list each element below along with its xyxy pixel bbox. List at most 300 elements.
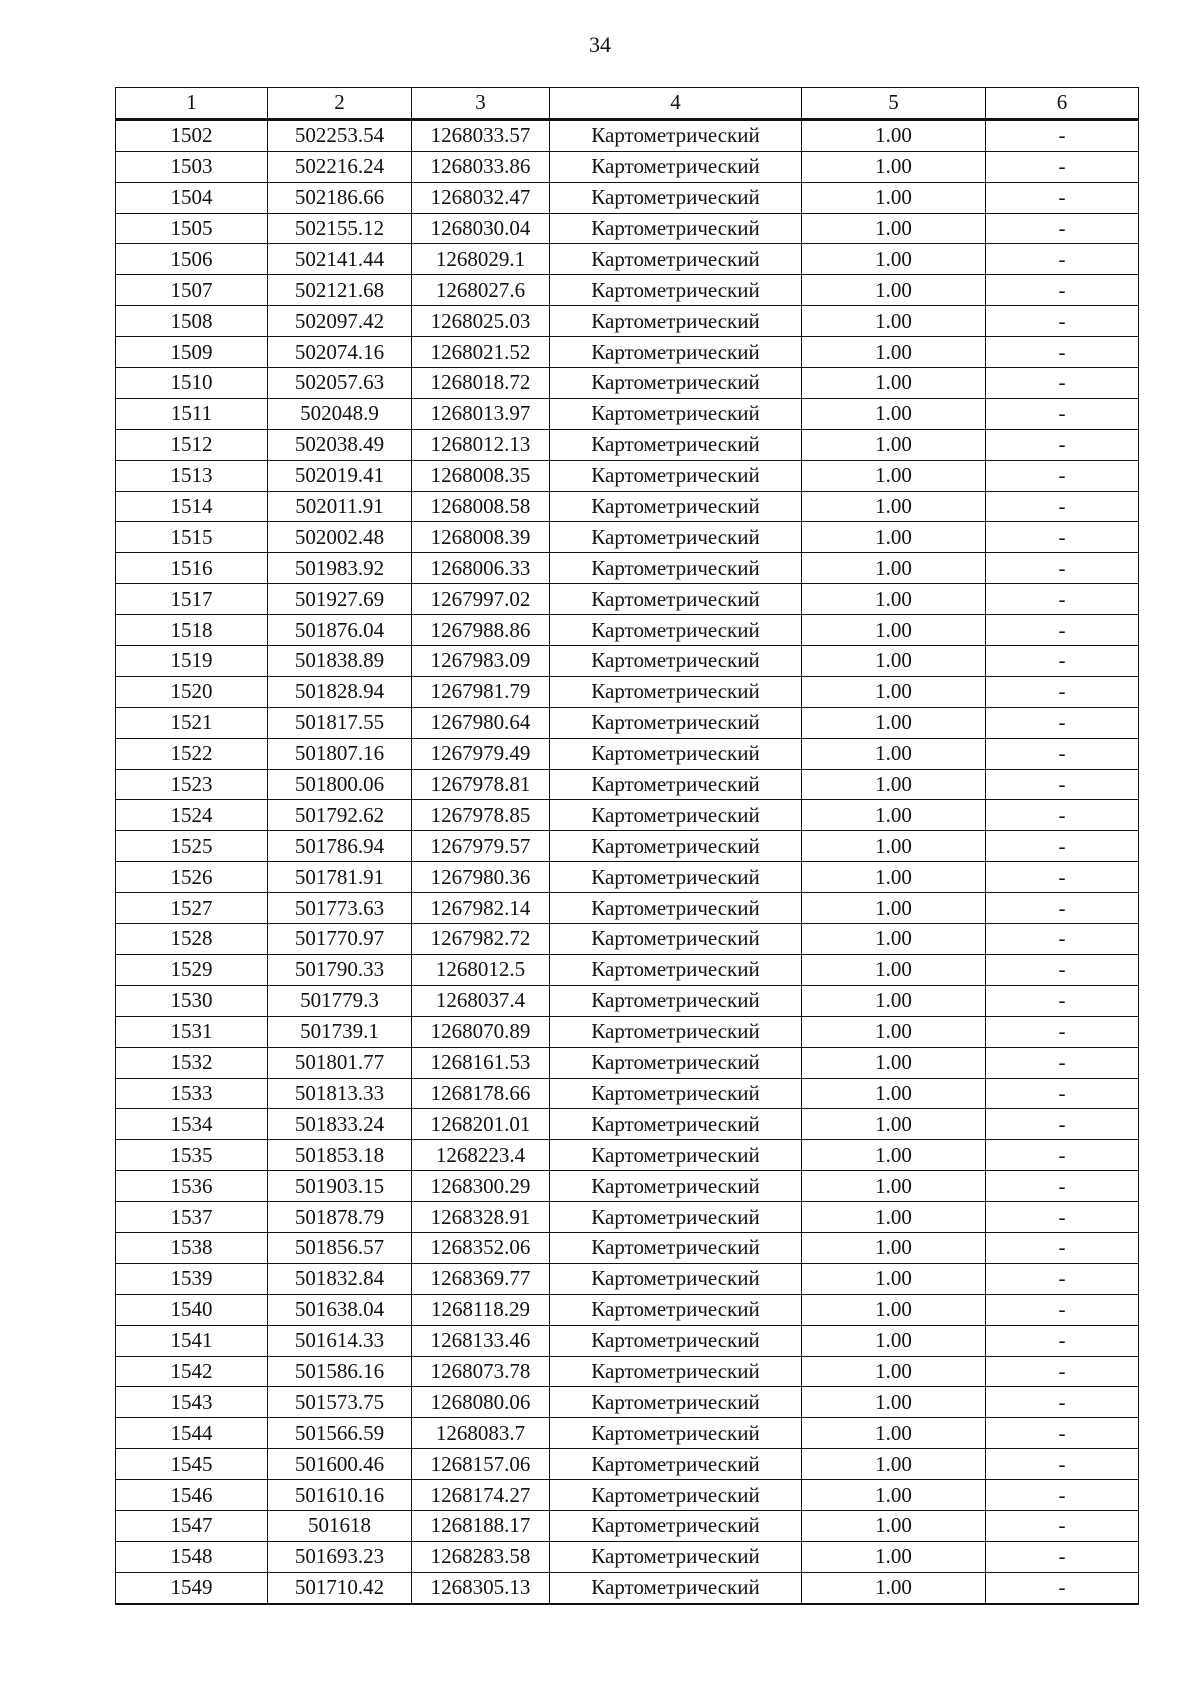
point-number-cell: 1538 bbox=[116, 1232, 268, 1263]
note-cell: - bbox=[986, 831, 1139, 862]
method-cell: Картометрический bbox=[550, 769, 802, 800]
table-row bbox=[116, 769, 1139, 800]
x-coordinate-cell: 501586.16 bbox=[268, 1356, 412, 1387]
table-row bbox=[116, 244, 1139, 275]
point-number-cell: 1544 bbox=[116, 1418, 268, 1449]
point-number-cell: 1526 bbox=[116, 862, 268, 893]
note-cell: - bbox=[986, 1263, 1139, 1294]
point-number-cell: 1530 bbox=[116, 985, 268, 1016]
note-cell: - bbox=[986, 182, 1139, 213]
accuracy-cell: 1.00 bbox=[802, 182, 986, 213]
y-coordinate-cell: 1268223.4 bbox=[412, 1140, 550, 1171]
table-row bbox=[116, 491, 1139, 522]
accuracy-cell: 1.00 bbox=[802, 522, 986, 553]
table-row bbox=[116, 1171, 1139, 1202]
x-coordinate-cell: 501927.69 bbox=[268, 584, 412, 615]
table-row bbox=[116, 862, 1139, 893]
y-coordinate-cell: 1267978.81 bbox=[412, 769, 550, 800]
x-coordinate-cell: 502216.24 bbox=[268, 151, 412, 182]
y-coordinate-cell: 1268073.78 bbox=[412, 1356, 550, 1387]
y-coordinate-cell: 1268157.06 bbox=[412, 1449, 550, 1480]
note-cell: - bbox=[986, 1510, 1139, 1541]
note-cell: - bbox=[986, 615, 1139, 646]
point-number-cell: 1505 bbox=[116, 213, 268, 244]
method-cell: Картометрический bbox=[550, 306, 802, 337]
x-coordinate-cell: 501566.59 bbox=[268, 1418, 412, 1449]
accuracy-cell: 1.00 bbox=[802, 1418, 986, 1449]
point-number-cell: 1549 bbox=[116, 1572, 268, 1603]
x-coordinate-cell: 501876.04 bbox=[268, 615, 412, 646]
table-row bbox=[116, 1480, 1139, 1511]
accuracy-cell: 1.00 bbox=[802, 213, 986, 244]
note-cell: - bbox=[986, 1418, 1139, 1449]
note-cell: - bbox=[986, 862, 1139, 893]
x-coordinate-cell: 502155.12 bbox=[268, 213, 412, 244]
table-row bbox=[116, 924, 1139, 955]
note-cell: - bbox=[986, 676, 1139, 707]
y-coordinate-cell: 1268013.97 bbox=[412, 398, 550, 429]
x-coordinate-cell: 501773.63 bbox=[268, 893, 412, 924]
method-cell: Картометрический bbox=[550, 1356, 802, 1387]
point-number-cell: 1520 bbox=[116, 676, 268, 707]
x-coordinate-cell: 502038.49 bbox=[268, 429, 412, 460]
table-row bbox=[116, 738, 1139, 769]
accuracy-cell: 1.00 bbox=[802, 862, 986, 893]
accuracy-cell: 1.00 bbox=[802, 738, 986, 769]
table-row bbox=[116, 151, 1139, 182]
table-row bbox=[116, 1356, 1139, 1387]
x-coordinate-cell: 501614.33 bbox=[268, 1325, 412, 1356]
note-cell: - bbox=[986, 893, 1139, 924]
x-coordinate-cell: 501878.79 bbox=[268, 1202, 412, 1233]
x-coordinate-cell: 501786.94 bbox=[268, 831, 412, 862]
note-cell: - bbox=[986, 646, 1139, 677]
table-row bbox=[116, 1140, 1139, 1171]
note-cell: - bbox=[986, 151, 1139, 182]
x-coordinate-cell: 501817.55 bbox=[268, 707, 412, 738]
table-row bbox=[116, 1078, 1139, 1109]
coordinates-table bbox=[115, 87, 1139, 1605]
point-number-cell: 1503 bbox=[116, 151, 268, 182]
y-coordinate-cell: 1268018.72 bbox=[412, 368, 550, 399]
point-number-cell: 1542 bbox=[116, 1356, 268, 1387]
x-coordinate-cell: 501792.62 bbox=[268, 800, 412, 831]
y-coordinate-cell: 1268033.86 bbox=[412, 151, 550, 182]
table-row bbox=[116, 584, 1139, 615]
method-cell: Картометрический bbox=[550, 398, 802, 429]
point-number-cell: 1525 bbox=[116, 831, 268, 862]
y-coordinate-cell: 1268008.39 bbox=[412, 522, 550, 553]
method-cell: Картометрический bbox=[550, 182, 802, 213]
y-coordinate-cell: 1268012.5 bbox=[412, 954, 550, 985]
point-number-cell: 1548 bbox=[116, 1541, 268, 1572]
y-coordinate-cell: 1268008.58 bbox=[412, 491, 550, 522]
point-number-cell: 1527 bbox=[116, 893, 268, 924]
method-cell: Картометрический bbox=[550, 244, 802, 275]
y-coordinate-cell: 1268161.53 bbox=[412, 1047, 550, 1078]
accuracy-cell: 1.00 bbox=[802, 769, 986, 800]
x-coordinate-cell: 502048.9 bbox=[268, 398, 412, 429]
note-cell: - bbox=[986, 1202, 1139, 1233]
method-cell: Картометрический bbox=[550, 1202, 802, 1233]
x-coordinate-cell: 502074.16 bbox=[268, 337, 412, 368]
y-coordinate-cell: 1268369.77 bbox=[412, 1263, 550, 1294]
point-number-cell: 1543 bbox=[116, 1387, 268, 1418]
point-number-cell: 1531 bbox=[116, 1016, 268, 1047]
note-cell: - bbox=[986, 1047, 1139, 1078]
table-row bbox=[116, 954, 1139, 985]
note-cell: - bbox=[986, 244, 1139, 275]
point-number-cell: 1522 bbox=[116, 738, 268, 769]
table-row bbox=[116, 831, 1139, 862]
method-cell: Картометрический bbox=[550, 151, 802, 182]
x-coordinate-cell: 501853.18 bbox=[268, 1140, 412, 1171]
y-coordinate-cell: 1268133.46 bbox=[412, 1325, 550, 1356]
method-cell: Картометрический bbox=[550, 522, 802, 553]
table-row bbox=[116, 182, 1139, 213]
x-coordinate-cell: 501573.75 bbox=[268, 1387, 412, 1418]
method-cell: Картометрический bbox=[550, 1541, 802, 1572]
y-coordinate-cell: 1268328.91 bbox=[412, 1202, 550, 1233]
y-coordinate-cell: 1267979.49 bbox=[412, 738, 550, 769]
table-row bbox=[116, 676, 1139, 707]
note-cell: - bbox=[986, 429, 1139, 460]
method-cell: Картометрический bbox=[550, 707, 802, 738]
note-cell: - bbox=[986, 1387, 1139, 1418]
y-coordinate-cell: 1268029.1 bbox=[412, 244, 550, 275]
x-coordinate-cell: 501739.1 bbox=[268, 1016, 412, 1047]
accuracy-cell: 1.00 bbox=[802, 954, 986, 985]
method-cell: Картометрический bbox=[550, 862, 802, 893]
x-coordinate-cell: 502011.91 bbox=[268, 491, 412, 522]
note-cell: - bbox=[986, 1232, 1139, 1263]
accuracy-cell: 1.00 bbox=[802, 924, 986, 955]
accuracy-cell: 1.00 bbox=[802, 244, 986, 275]
y-coordinate-cell: 1268012.13 bbox=[412, 429, 550, 460]
y-coordinate-cell: 1267988.86 bbox=[412, 615, 550, 646]
table-row bbox=[116, 893, 1139, 924]
note-cell: - bbox=[986, 1294, 1139, 1325]
note-cell: - bbox=[986, 398, 1139, 429]
table-header bbox=[116, 88, 1139, 120]
note-cell: - bbox=[986, 738, 1139, 769]
column-header-3: 3 bbox=[412, 88, 550, 120]
method-cell: Картометрический bbox=[550, 1109, 802, 1140]
method-cell: Картометрический bbox=[550, 1232, 802, 1263]
y-coordinate-cell: 1267980.64 bbox=[412, 707, 550, 738]
x-coordinate-cell: 501833.24 bbox=[268, 1109, 412, 1140]
table-body bbox=[116, 119, 1139, 1603]
table-row bbox=[116, 275, 1139, 306]
x-coordinate-cell: 501801.77 bbox=[268, 1047, 412, 1078]
y-coordinate-cell: 1268083.7 bbox=[412, 1418, 550, 1449]
x-coordinate-cell: 501983.92 bbox=[268, 553, 412, 584]
accuracy-cell: 1.00 bbox=[802, 1480, 986, 1511]
method-cell: Картометрический bbox=[550, 1171, 802, 1202]
method-cell: Картометрический bbox=[550, 584, 802, 615]
table-row bbox=[116, 1510, 1139, 1541]
header-row bbox=[116, 88, 1139, 120]
note-cell: - bbox=[986, 1449, 1139, 1480]
method-cell: Картометрический bbox=[550, 1387, 802, 1418]
method-cell: Картометрический bbox=[550, 954, 802, 985]
accuracy-cell: 1.00 bbox=[802, 1109, 986, 1140]
table-row bbox=[116, 1449, 1139, 1480]
y-coordinate-cell: 1268008.35 bbox=[412, 460, 550, 491]
y-coordinate-cell: 1268030.04 bbox=[412, 213, 550, 244]
accuracy-cell: 1.00 bbox=[802, 800, 986, 831]
note-cell: - bbox=[986, 460, 1139, 491]
point-number-cell: 1529 bbox=[116, 954, 268, 985]
x-coordinate-cell: 501828.94 bbox=[268, 676, 412, 707]
y-coordinate-cell: 1268118.29 bbox=[412, 1294, 550, 1325]
method-cell: Картометрический bbox=[550, 1418, 802, 1449]
point-number-cell: 1513 bbox=[116, 460, 268, 491]
accuracy-cell: 1.00 bbox=[802, 707, 986, 738]
table-row bbox=[116, 985, 1139, 1016]
x-coordinate-cell: 502186.66 bbox=[268, 182, 412, 213]
method-cell: Картометрический bbox=[550, 893, 802, 924]
point-number-cell: 1508 bbox=[116, 306, 268, 337]
note-cell: - bbox=[986, 119, 1139, 151]
y-coordinate-cell: 1268188.17 bbox=[412, 1510, 550, 1541]
y-coordinate-cell: 1267982.72 bbox=[412, 924, 550, 955]
accuracy-cell: 1.00 bbox=[802, 429, 986, 460]
column-header-2: 2 bbox=[268, 88, 412, 120]
note-cell: - bbox=[986, 491, 1139, 522]
method-cell: Картометрический bbox=[550, 1294, 802, 1325]
accuracy-cell: 1.00 bbox=[802, 491, 986, 522]
x-coordinate-cell: 501800.06 bbox=[268, 769, 412, 800]
note-cell: - bbox=[986, 368, 1139, 399]
note-cell: - bbox=[986, 213, 1139, 244]
method-cell: Картометрический bbox=[550, 985, 802, 1016]
x-coordinate-cell: 502002.48 bbox=[268, 522, 412, 553]
table-row bbox=[116, 337, 1139, 368]
y-coordinate-cell: 1268027.6 bbox=[412, 275, 550, 306]
point-number-cell: 1511 bbox=[116, 398, 268, 429]
note-cell: - bbox=[986, 1356, 1139, 1387]
point-number-cell: 1518 bbox=[116, 615, 268, 646]
accuracy-cell: 1.00 bbox=[802, 553, 986, 584]
x-coordinate-cell: 502057.63 bbox=[268, 368, 412, 399]
point-number-cell: 1535 bbox=[116, 1140, 268, 1171]
table-row bbox=[116, 1047, 1139, 1078]
x-coordinate-cell: 502121.68 bbox=[268, 275, 412, 306]
table-row bbox=[116, 306, 1139, 337]
point-number-cell: 1519 bbox=[116, 646, 268, 677]
y-coordinate-cell: 1268070.89 bbox=[412, 1016, 550, 1047]
column-header-4: 4 bbox=[550, 88, 802, 120]
point-number-cell: 1502 bbox=[116, 119, 268, 151]
accuracy-cell: 1.00 bbox=[802, 1356, 986, 1387]
accuracy-cell: 1.00 bbox=[802, 1294, 986, 1325]
accuracy-cell: 1.00 bbox=[802, 985, 986, 1016]
note-cell: - bbox=[986, 1325, 1139, 1356]
x-coordinate-cell: 501779.3 bbox=[268, 985, 412, 1016]
table-row bbox=[116, 1232, 1139, 1263]
method-cell: Картометрический bbox=[550, 738, 802, 769]
table-row bbox=[116, 553, 1139, 584]
accuracy-cell: 1.00 bbox=[802, 1263, 986, 1294]
y-coordinate-cell: 1268305.13 bbox=[412, 1572, 550, 1603]
point-number-cell: 1504 bbox=[116, 182, 268, 213]
point-number-cell: 1528 bbox=[116, 924, 268, 955]
table-row bbox=[116, 800, 1139, 831]
point-number-cell: 1507 bbox=[116, 275, 268, 306]
x-coordinate-cell: 501903.15 bbox=[268, 1171, 412, 1202]
x-coordinate-cell: 501770.97 bbox=[268, 924, 412, 955]
y-coordinate-cell: 1267979.57 bbox=[412, 831, 550, 862]
accuracy-cell: 1.00 bbox=[802, 831, 986, 862]
table-row bbox=[116, 460, 1139, 491]
note-cell: - bbox=[986, 985, 1139, 1016]
point-number-cell: 1517 bbox=[116, 584, 268, 615]
x-coordinate-cell: 501838.89 bbox=[268, 646, 412, 677]
table-row bbox=[116, 615, 1139, 646]
note-cell: - bbox=[986, 769, 1139, 800]
y-coordinate-cell: 1268300.29 bbox=[412, 1171, 550, 1202]
accuracy-cell: 1.00 bbox=[802, 1140, 986, 1171]
point-number-cell: 1509 bbox=[116, 337, 268, 368]
method-cell: Картометрический bbox=[550, 368, 802, 399]
method-cell: Картометрический bbox=[550, 1572, 802, 1603]
point-number-cell: 1547 bbox=[116, 1510, 268, 1541]
note-cell: - bbox=[986, 1572, 1139, 1603]
accuracy-cell: 1.00 bbox=[802, 275, 986, 306]
accuracy-cell: 1.00 bbox=[802, 1047, 986, 1078]
note-cell: - bbox=[986, 707, 1139, 738]
x-coordinate-cell: 501790.33 bbox=[268, 954, 412, 985]
y-coordinate-cell: 1268037.4 bbox=[412, 985, 550, 1016]
y-coordinate-cell: 1268006.33 bbox=[412, 553, 550, 584]
method-cell: Картометрический bbox=[550, 275, 802, 306]
point-number-cell: 1516 bbox=[116, 553, 268, 584]
x-coordinate-cell: 501600.46 bbox=[268, 1449, 412, 1480]
x-coordinate-cell: 502253.54 bbox=[268, 119, 412, 151]
method-cell: Картометрический bbox=[550, 429, 802, 460]
note-cell: - bbox=[986, 522, 1139, 553]
y-coordinate-cell: 1268080.06 bbox=[412, 1387, 550, 1418]
point-number-cell: 1539 bbox=[116, 1263, 268, 1294]
y-coordinate-cell: 1268201.01 bbox=[412, 1109, 550, 1140]
accuracy-cell: 1.00 bbox=[802, 306, 986, 337]
point-number-cell: 1536 bbox=[116, 1171, 268, 1202]
note-cell: - bbox=[986, 954, 1139, 985]
note-cell: - bbox=[986, 1078, 1139, 1109]
point-number-cell: 1533 bbox=[116, 1078, 268, 1109]
page-number: 34 bbox=[589, 32, 611, 57]
table-row bbox=[116, 1016, 1139, 1047]
note-cell: - bbox=[986, 1016, 1139, 1047]
note-cell: - bbox=[986, 337, 1139, 368]
x-coordinate-cell: 501807.16 bbox=[268, 738, 412, 769]
method-cell: Картометрический bbox=[550, 553, 802, 584]
method-cell: Картометрический bbox=[550, 1047, 802, 1078]
note-cell: - bbox=[986, 924, 1139, 955]
accuracy-cell: 1.00 bbox=[802, 368, 986, 399]
y-coordinate-cell: 1267981.79 bbox=[412, 676, 550, 707]
table-row bbox=[116, 1418, 1139, 1449]
point-number-cell: 1541 bbox=[116, 1325, 268, 1356]
y-coordinate-cell: 1267982.14 bbox=[412, 893, 550, 924]
method-cell: Картометрический bbox=[550, 831, 802, 862]
column-header-6: 6 bbox=[986, 88, 1139, 120]
table-row bbox=[116, 213, 1139, 244]
accuracy-cell: 1.00 bbox=[802, 1078, 986, 1109]
note-cell: - bbox=[986, 1171, 1139, 1202]
x-coordinate-cell: 501610.16 bbox=[268, 1480, 412, 1511]
y-coordinate-cell: 1267997.02 bbox=[412, 584, 550, 615]
accuracy-cell: 1.00 bbox=[802, 1202, 986, 1233]
x-coordinate-cell: 501618 bbox=[268, 1510, 412, 1541]
y-coordinate-cell: 1267978.85 bbox=[412, 800, 550, 831]
method-cell: Картометрический bbox=[550, 337, 802, 368]
y-coordinate-cell: 1267980.36 bbox=[412, 862, 550, 893]
method-cell: Картометрический bbox=[550, 491, 802, 522]
x-coordinate-cell: 501832.84 bbox=[268, 1263, 412, 1294]
point-number-cell: 1510 bbox=[116, 368, 268, 399]
table-row bbox=[116, 646, 1139, 677]
method-cell: Картометрический bbox=[550, 213, 802, 244]
point-number-cell: 1540 bbox=[116, 1294, 268, 1325]
y-coordinate-cell: 1268352.06 bbox=[412, 1232, 550, 1263]
x-coordinate-cell: 501813.33 bbox=[268, 1078, 412, 1109]
y-coordinate-cell: 1268033.57 bbox=[412, 119, 550, 151]
method-cell: Картометрический bbox=[550, 119, 802, 151]
point-number-cell: 1512 bbox=[116, 429, 268, 460]
method-cell: Картометрический bbox=[550, 1078, 802, 1109]
accuracy-cell: 1.00 bbox=[802, 1449, 986, 1480]
x-coordinate-cell: 501693.23 bbox=[268, 1541, 412, 1572]
y-coordinate-cell: 1268174.27 bbox=[412, 1480, 550, 1511]
table-row bbox=[116, 522, 1139, 553]
y-coordinate-cell: 1268178.66 bbox=[412, 1078, 550, 1109]
accuracy-cell: 1.00 bbox=[802, 1016, 986, 1047]
point-number-cell: 1532 bbox=[116, 1047, 268, 1078]
y-coordinate-cell: 1267983.09 bbox=[412, 646, 550, 677]
y-coordinate-cell: 1268283.58 bbox=[412, 1541, 550, 1572]
note-cell: - bbox=[986, 1109, 1139, 1140]
table-row bbox=[116, 1294, 1139, 1325]
point-number-cell: 1515 bbox=[116, 522, 268, 553]
accuracy-cell: 1.00 bbox=[802, 460, 986, 491]
x-coordinate-cell: 501638.04 bbox=[268, 1294, 412, 1325]
point-number-cell: 1521 bbox=[116, 707, 268, 738]
note-cell: - bbox=[986, 1480, 1139, 1511]
method-cell: Картометрический bbox=[550, 1016, 802, 1047]
table-row bbox=[116, 1325, 1139, 1356]
table-row bbox=[116, 1387, 1139, 1418]
accuracy-cell: 1.00 bbox=[802, 1325, 986, 1356]
point-number-cell: 1545 bbox=[116, 1449, 268, 1480]
method-cell: Картометрический bbox=[550, 1449, 802, 1480]
method-cell: Картометрический bbox=[550, 924, 802, 955]
point-number-cell: 1534 bbox=[116, 1109, 268, 1140]
point-number-cell: 1514 bbox=[116, 491, 268, 522]
y-coordinate-cell: 1268025.03 bbox=[412, 306, 550, 337]
note-cell: - bbox=[986, 1541, 1139, 1572]
method-cell: Картометрический bbox=[550, 800, 802, 831]
x-coordinate-cell: 502097.42 bbox=[268, 306, 412, 337]
x-coordinate-cell: 501710.42 bbox=[268, 1572, 412, 1603]
accuracy-cell: 1.00 bbox=[802, 646, 986, 677]
method-cell: Картометрический bbox=[550, 646, 802, 677]
accuracy-cell: 1.00 bbox=[802, 1572, 986, 1603]
method-cell: Картометрический bbox=[550, 460, 802, 491]
accuracy-cell: 1.00 bbox=[802, 1387, 986, 1418]
method-cell: Картометрический bbox=[550, 1480, 802, 1511]
